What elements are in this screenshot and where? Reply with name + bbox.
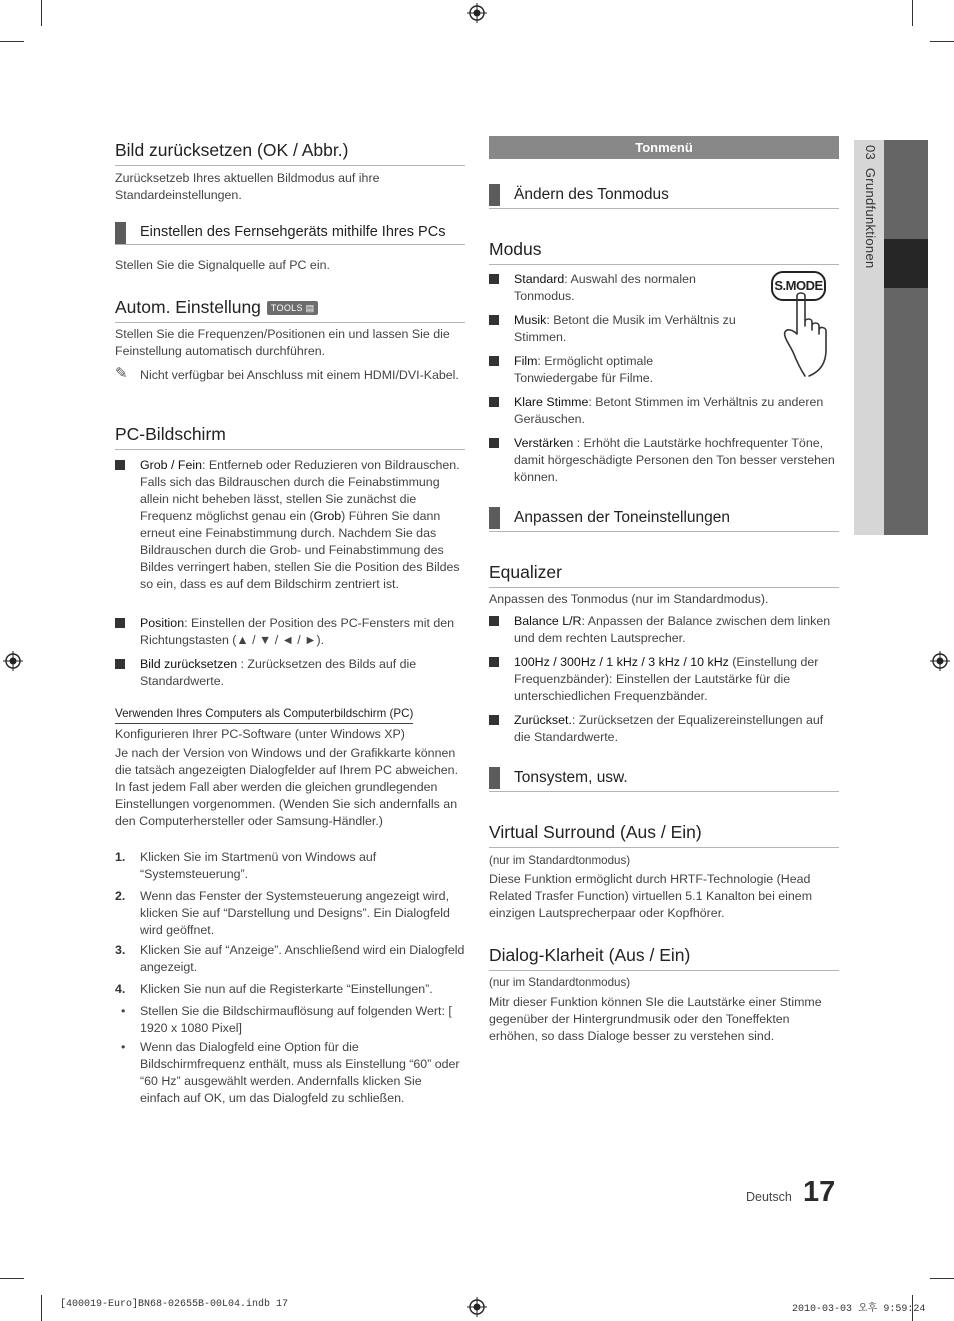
pointing-hand-icon (779, 292, 841, 378)
crop-mark (930, 1278, 954, 1279)
modus-text: : Betont Stimmen im Verhältnis zu anderen Geräuschen. (514, 395, 824, 426)
anpassen-title: Anpassen der Toneinstellungen (514, 509, 731, 526)
step-item (115, 849, 465, 883)
modus-item (489, 271, 759, 305)
print-info-left: [400019-Euro]BN68-02655B-00L04.indb 17 (60, 1299, 289, 1310)
grob-fein-item (115, 457, 465, 593)
step-text: Klicken Sie nun auf die Registerkarte “Einstellungen”. (140, 982, 433, 996)
registration-mark-icon (3, 651, 23, 671)
eq-item (489, 613, 839, 647)
page-number: 17 (803, 1176, 836, 1208)
eq-text: : Zurücksetzen der Equalizereinstellungen auf die Standardwerte. (514, 713, 824, 744)
print-info-right: 2010-03-03 오후 9:59:24 (792, 1304, 926, 1315)
tools-badge (267, 301, 318, 315)
computer-text: Je nach der Version von Windows und der Grafikkarte können die tatsäch angezeigten Dialogfelder auf Ihrem PC abweichen. In fast jedem Fall aber werden die gleichen grundlegenden Einstellungen vorgenommen. (Wenden Sie sich andernfalls an den Computerhersteller oder Samsung-Händler.) (115, 746, 459, 828)
position-text: : Einstellen der Position des PC-Fensters mit den Richtungstasten (▲ / ▼ / ◄ / ►). (140, 616, 455, 647)
position-item (115, 615, 465, 649)
virtual-note: (nur im Standardtonmodus) (489, 854, 631, 867)
modus-text: : Betont die Musik im Verhältnis zu Stimmen. (514, 313, 736, 344)
autom-note (115, 367, 465, 384)
pc-section-title: Einstellen des Fernsehgeräts mithilfe Ihres PCs (140, 224, 446, 240)
position-label: Position (140, 616, 185, 630)
crop-mark (41, 0, 42, 26)
bild-zurueck-text: : Zurücksetzen des Bilds auf die Standardwerte. (140, 657, 417, 688)
crop-mark (0, 1278, 24, 1279)
pc-bildschirm-heading: PC-Bildschirm (115, 424, 465, 450)
chapter-label (858, 145, 878, 269)
bild-zurueck-label: Bild zurücksetzen (140, 657, 238, 671)
modus-label: Standard (514, 272, 565, 286)
crop-mark (912, 0, 913, 26)
modus-item (489, 394, 839, 428)
modus-text: : Auswahl des normalen Tonmodus. (514, 272, 696, 303)
pc-section-text: Stellen Sie die Signalquelle auf PC ein. (115, 258, 330, 272)
step-text: Wenn das Fenster der Systemsteuerung angezeigt wird, klicken Sie auf “Darstellung und Designs”. Ein Dialogfeld wird geöffnet. (140, 889, 450, 937)
modus-heading: Modus (489, 239, 839, 265)
chapter-tab-dark (884, 140, 928, 535)
equalizer-heading: Equalizer (489, 562, 839, 588)
dialog-note: (nur im Standardtonmodus) (489, 976, 631, 989)
tools-icon: ▤ (305, 303, 315, 313)
tools-badge-label: TOOLS (270, 303, 303, 313)
registration-mark-icon (467, 1297, 487, 1317)
modus-text: : Ermöglicht optimale Tonwiedergabe für Filme. (514, 354, 654, 385)
autom-text: Stellen Sie die Frequenzen/Positionen ein und lassen Sie die Feinstellung automatisch durchführen. (115, 327, 450, 358)
step-number: 4. (115, 982, 126, 996)
registration-mark-icon (930, 651, 950, 671)
smode-illustration (771, 268, 841, 378)
eq-label: 100Hz / 300Hz / 1 kHz / 3 kHz / 10 kHz (514, 655, 729, 669)
equalizer-text: Anpassen des Tonmodus (nur im Standardmodus). (489, 592, 769, 606)
modus-label: Verstärken (514, 436, 574, 450)
autom-note-text: Nicht verfügbar bei Anschluss mit einem HDMI/DVI-Kabel. (140, 368, 459, 382)
eq-item (489, 654, 839, 705)
modus-item (489, 435, 839, 486)
grob-text-b: ) Führen Sie dann erneut eine Feinabstimmung durch. Nachdem Sie das Bildrauschen durch die Grob- und Feinabstimmung des Bildes verringert haben, stellen Sie die Position des Bildes so ein, dass es auf dem Bildschirm zentriert ist. (140, 509, 460, 591)
bild-reset-heading: Bild zurücksetzen (OK / Abbr.) (115, 140, 465, 166)
step-text: Klicken Sie im Startmenü von Windows auf “Systemsteuerung”. (140, 850, 377, 881)
tonsystem-title: Tonsystem, usw. (514, 769, 628, 786)
modus-label: Musik (514, 313, 547, 327)
computer-heading: Verwenden Ihres Computers als Computerbildschirm (PC) (115, 705, 413, 724)
grob-text-a: : Entferneb oder Reduzieren von Bildrauschen. Falls sich das Bildrauschen durch die Feinabstimmung allein nicht beheben lässt, stellen Sie zunächst die Frequenz möglichst genau ein ( (140, 458, 460, 523)
modus-text: : Erhöht die Lautstärke hochfrequenter Töne, damit hörgeschädigte Personen den Ton besser verstehen können. (514, 436, 835, 484)
crop-mark (0, 41, 24, 42)
step-number: 2. (115, 889, 126, 903)
grob-inline: Grob (313, 509, 342, 523)
autom-heading (115, 297, 465, 323)
step-item (115, 981, 465, 998)
anpassen-heading (489, 507, 839, 532)
smode-button: S.MODE (771, 271, 826, 301)
bullet-dot-item: • Stellen Sie die Bildschirmauflösung auf folgenden Wert: [ 1920 x 1080 Pixel] (115, 1003, 465, 1037)
note-pen-icon: ✎ (115, 365, 128, 382)
crop-mark (930, 41, 954, 42)
tonmenu-header: Tonmenü (489, 136, 839, 159)
step-number: 3. (115, 943, 126, 957)
dialog-text: Mitr dieser Funktion können SIe die Lautstärke einer Stimme gegenüber der Hintergrundmusik oder den Toneffekten erhöhen, so dass Dialoge besser zu verstehen sind. (489, 995, 822, 1043)
chapter-tab-marker (884, 239, 928, 288)
bullet-dot-item: • Wenn das Dialogfeld eine Option für die Bildschirmfrequenz enthält, muss als Einstellung “60” oder “60 Hz” ausgewählt werden. Andernfalls klicken Sie einfach auf OK, um das Dialogfeld zu schließen. (115, 1039, 465, 1107)
virtual-text: Diese Funktion ermöglicht durch HRTF-Technologie (Head Related Trasfer Function) virtuellen 5.1 Kanalton bei einem einzigen Lautsprecherpaar oder Kopfhörer. (489, 872, 813, 920)
modus-label: Klare Stimme (514, 395, 589, 409)
autom-title: Autom. Einstellung (115, 297, 261, 317)
footer-language: Deutsch (746, 1190, 792, 1204)
aendern-heading (489, 184, 839, 209)
bild-zurueck-item (115, 656, 465, 690)
step-number: 1. (115, 850, 126, 864)
step-text: Klicken Sie auf “Anzeige”. Anschließend wird ein Dialogfeld angezeigt. (140, 943, 465, 974)
eq-text: (Einstellung der Frequenzbänder): Einstellen der Lautstärke für die unterschiedlichen Frequenzbänder. (514, 655, 819, 703)
tonsystem-heading (489, 767, 839, 792)
bild-reset-text: Zurücksetzeb Ihres aktuellen Bildmodus auf ihre Standardeinstellungen. (115, 171, 380, 202)
dialog-heading: Dialog-Klarheit (Aus / Ein) (489, 945, 839, 971)
step-item (115, 888, 465, 939)
eq-label: Balance L/R (514, 614, 582, 628)
pc-section-heading (115, 222, 465, 245)
chapter-title: Grundfunktionen (863, 167, 878, 269)
eq-text: : Anpassen der Balance zwischen dem linken und dem rechten Lautsprecher. (514, 614, 831, 645)
chapter-number: 03 (863, 145, 878, 161)
eq-label: Zurückset. (514, 713, 572, 727)
crop-mark (41, 1295, 42, 1321)
aendern-title: Ändern des Tonmodus (514, 186, 669, 203)
virtual-surround-heading: Virtual Surround (Aus / Ein) (489, 822, 839, 848)
step-item (115, 942, 465, 976)
modus-item (489, 312, 759, 346)
grob-label: Grob / Fein (140, 458, 202, 472)
modus-label: Film (514, 354, 538, 368)
eq-item (489, 712, 839, 746)
modus-item (489, 353, 699, 387)
computer-intro: Konfigurieren Ihrer PC-Software (unter Windows XP) (115, 727, 405, 741)
registration-mark-icon (467, 3, 487, 23)
